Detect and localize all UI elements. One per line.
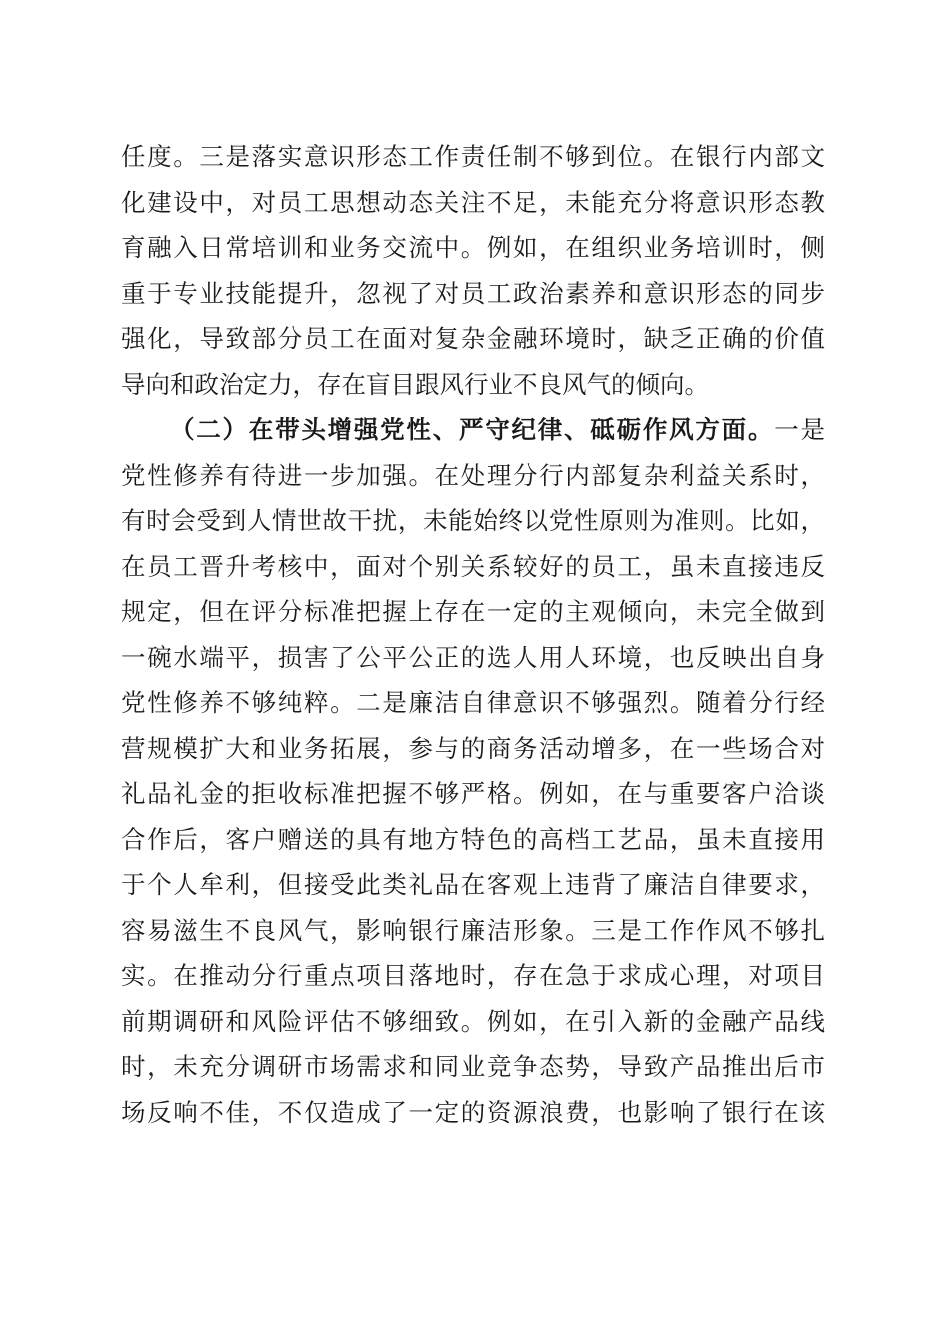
text-line: 于个人牟利，但接受此类礼品在客观上违背了廉洁自律要求， <box>121 870 825 899</box>
text-line: 实。在推动分行重点项目落地时，存在急于求成心理，对项目 <box>121 961 825 990</box>
text-line: 导向和政治定力，存在盲目跟风行业不良风气的倾向。 <box>121 369 709 399</box>
text-line: 任度。三是落实意识形态工作责任制不够到位。在银行内部文 <box>121 142 825 171</box>
text-line: 重于专业技能提升，忽视了对员工政治素养和意识形态的同步 <box>121 278 825 308</box>
section-heading: （二）在带头增强党性、严守纪律、砥砺作风方面。 <box>170 415 775 444</box>
text-line: 党性修养有待进一步加强。在处理分行内部复杂利益关系时， <box>121 460 825 490</box>
text-line: 前期调研和风险评估不够细致。例如，在引入新的金融产品线 <box>121 1006 825 1036</box>
text-line: 在员工晋升考核中，面对个别关系较好的员工，虽未直接违反 <box>121 551 825 581</box>
section-heading-continuation: 一是 <box>774 415 826 444</box>
text-line: 营规模扩大和业务拓展，参与的商务活动增多，在一些场合对 <box>121 733 825 763</box>
text-line: 化建设中，对员工思想动态关注不足，未能充分将意识形态教 <box>121 187 825 217</box>
text-line: 党性修养不够纯粹。二是廉洁自律意识不够强烈。随着分行经 <box>121 688 825 717</box>
text-line: 一碗水端平，损害了公平公正的选人用人环境，也反映出自身 <box>121 642 825 672</box>
text-line: 合作后，客户赠送的具有地方特色的高档工艺品，虽未直接用 <box>121 824 825 854</box>
text-line: 礼品礼金的拒收标准把握不够严格。例如，在与重要客户洽谈 <box>121 779 825 808</box>
text-line: 有时会受到人情世故干扰，未能始终以党性原则为准则。比如， <box>121 506 825 535</box>
text-line: 时，未充分调研市场需求和同业竞争态势，导致产品推出后市 <box>121 1052 825 1081</box>
section-heading-line <box>170 415 825 445</box>
text-line: 规定，但在评分标准把握上存在一定的主观倾向，未完全做到 <box>121 597 825 626</box>
text-line: 育融入日常培训和业务交流中。例如，在组织业务培训时，侧 <box>121 233 825 262</box>
text-line: 场反响不佳，不仅造成了一定的资源浪费，也影响了银行在该 <box>121 1097 825 1127</box>
text-line: 容易滋生不良风气，影响银行廉洁形象。三是工作作风不够扎 <box>121 915 825 945</box>
text-line: 强化，导致部分员工在面对复杂金融环境时，缺乏正确的价值 <box>121 324 825 353</box>
